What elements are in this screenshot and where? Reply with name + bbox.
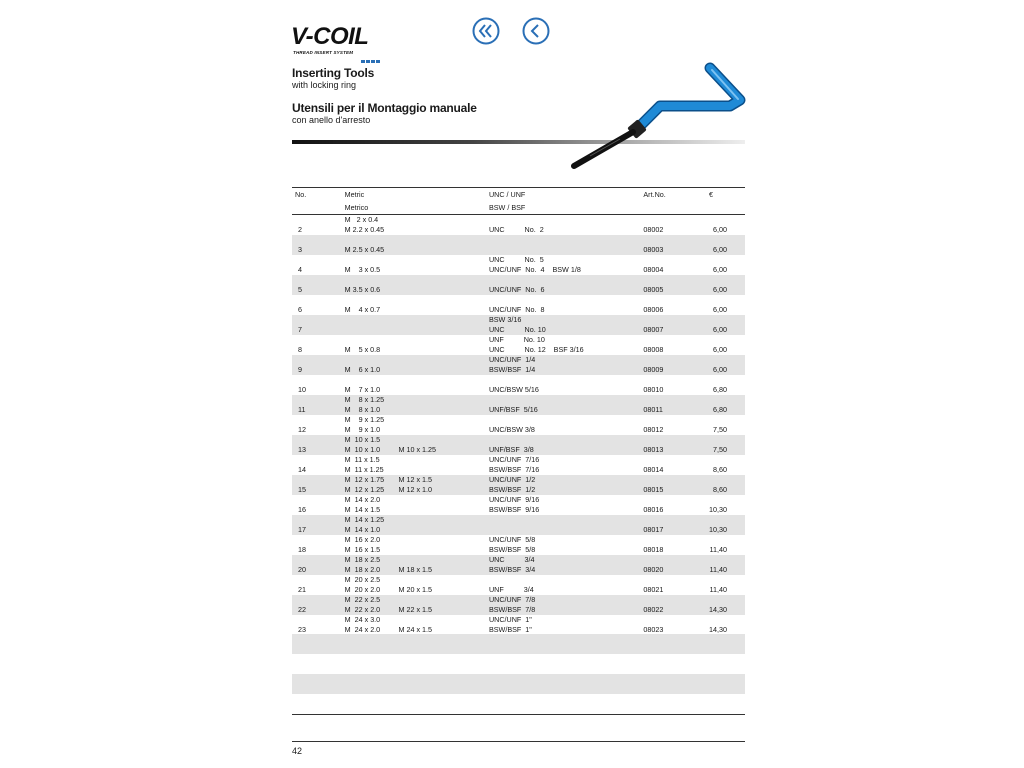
cell-metric: M 12 x 1.75 M 12 x 1.25	[345, 475, 399, 495]
table-row	[292, 495, 745, 515]
inserting-tool-image	[560, 60, 760, 180]
cell-metric: M 3 x 0.5	[344, 265, 381, 274]
cell-metric-fine	[398, 215, 488, 236]
cell-metric-fine	[398, 355, 488, 375]
cell-price: 14,30	[709, 595, 745, 615]
cell-metric-fine	[398, 295, 488, 315]
cell-no: 3	[292, 235, 345, 255]
cell-unc-bsw: UNC No. 5 UNC/UNF No. 4 BSW 1/8	[488, 255, 581, 274]
cell-no: 20	[292, 555, 345, 575]
subtitle-english: with locking ring	[292, 80, 357, 90]
cell-price: 6,00	[713, 305, 727, 314]
cell-price: 6,00	[709, 315, 745, 335]
cell-metric-fine	[398, 335, 488, 355]
cell-no: 22	[292, 595, 345, 615]
cell-no: 6	[298, 305, 302, 314]
cell-metric-fine	[398, 535, 488, 555]
brand-logo	[291, 25, 386, 57]
table-row	[292, 215, 745, 236]
header-bsw-bsf: BSW / BSF	[489, 201, 643, 215]
cell-unc-bsw: UNC/UNF 7/8 BSW/BSF 7/8	[489, 595, 643, 615]
subtitle-italian: con anello d'arresto	[292, 115, 371, 125]
cell-unc-bsw: UNC/UNF 1/4 BSW/BSF 1/4	[489, 355, 643, 375]
cell-no: 2	[298, 225, 302, 234]
cell-metric: M 6 x 1.0	[345, 355, 399, 375]
table-row	[292, 315, 745, 335]
cell-price: 11,40	[709, 585, 727, 594]
cell-price: 10,30	[709, 505, 727, 514]
cell-art-no: 08023	[643, 625, 664, 634]
footer-rule	[292, 741, 745, 742]
cell-no: 12	[298, 425, 306, 434]
product-table-body	[292, 215, 745, 636]
cell-metric: M 24 x 3.0 M 24 x 2.0	[344, 615, 381, 634]
cell-unc-bsw: UNC/UNF 1/2 BSW/BSF 1/2	[489, 475, 643, 495]
cell-metric-fine: M 10 x 1.25	[398, 435, 488, 455]
cell-art-no: 08017	[643, 515, 709, 535]
header-metric: Metric	[345, 188, 399, 202]
table-row	[292, 555, 745, 575]
cell-art-no: 08010	[643, 385, 664, 394]
cell-no: 13	[292, 435, 345, 455]
table-row	[292, 535, 745, 555]
blank-row	[292, 634, 745, 654]
first-page-button[interactable]	[472, 17, 500, 45]
table-row	[292, 375, 745, 395]
header-no: No.	[292, 188, 345, 202]
cell-no: 23	[298, 625, 306, 634]
cell-metric-fine	[398, 515, 488, 535]
table-row	[292, 595, 745, 615]
cell-no: 15	[292, 475, 345, 495]
cell-price: 7,50	[709, 435, 745, 455]
cell-metric-fine	[398, 275, 488, 295]
cell-metric: M 14 x 2.0 M 14 x 1.5	[344, 495, 381, 514]
cell-no: 11	[292, 395, 345, 415]
table-row	[292, 615, 745, 635]
cell-metric: M 16 x 2.0 M 16 x 1.5	[344, 535, 381, 554]
table-row	[292, 435, 745, 455]
cell-unc-bsw: UNC/UNF 5/8 BSW/BSF 5/8	[488, 535, 536, 554]
cell-metric: M 7 x 1.0	[344, 385, 381, 394]
cell-metric: M 8 x 1.25 M 8 x 1.0	[345, 395, 399, 415]
cell-art-no: 08008	[643, 345, 664, 354]
cell-metric	[345, 315, 399, 335]
cell-art-no: 08016	[643, 505, 664, 514]
blank-row	[292, 674, 745, 694]
cell-metric: M 22 x 2.5 M 22 x 2.0	[345, 595, 399, 615]
cell-price: 11,40	[709, 545, 727, 554]
cell-metric: M 4 x 0.7	[344, 305, 381, 314]
table-row	[292, 355, 745, 375]
cell-metric-fine	[398, 415, 488, 435]
cell-metric-fine	[398, 315, 488, 335]
chevron-left-icon	[522, 17, 550, 45]
cell-no: 9	[292, 355, 345, 375]
cell-art-no: 08015	[643, 475, 709, 495]
brand-logo-wordmark: V-COIL	[291, 23, 369, 50]
cell-no: 7	[292, 315, 345, 335]
cell-unc-bsw: UNC/BSW 3/8	[488, 425, 535, 434]
cell-metric-fine	[398, 235, 488, 255]
cell-no: 8	[298, 345, 302, 354]
table-row	[292, 475, 745, 495]
cell-metric: M 18 x 2.5 M 18 x 2.0	[345, 555, 399, 575]
cell-price: 8,60	[713, 465, 727, 474]
cell-unc-bsw: UNF 3/4	[488, 585, 534, 594]
cell-art-no: 08007	[643, 315, 709, 335]
cell-art-no: 08022	[643, 595, 709, 615]
cell-price: 8,60	[709, 475, 745, 495]
table-row	[292, 295, 745, 315]
cell-metric-fine: M 12 x 1.5 M 12 x 1.0	[398, 475, 488, 495]
cell-metric: M 10 x 1.5 M 10 x 1.0	[345, 435, 399, 455]
blank-row	[292, 654, 745, 674]
cell-no: 17	[292, 515, 345, 535]
cell-no: 14	[298, 465, 306, 474]
cell-unc-bsw	[489, 235, 643, 255]
cell-price: 6,00	[709, 235, 745, 255]
cell-metric-fine	[398, 375, 488, 395]
cell-metric-fine	[398, 395, 488, 415]
header-art-no: Art.No.	[643, 188, 709, 202]
cell-price: 11,40	[709, 555, 745, 575]
table-row	[292, 455, 745, 475]
cell-price: 6,00	[713, 265, 727, 274]
cell-no: 5	[292, 275, 345, 295]
cell-unc-bsw: UNC 3/4 BSW/BSF 3/4	[489, 555, 643, 575]
cell-unc-bsw: UNF/BSF 5/16	[489, 395, 643, 415]
cell-art-no: 08005	[643, 275, 709, 295]
cell-metric-fine	[398, 255, 488, 275]
header-unc-unf: UNC / UNF	[489, 188, 643, 202]
cell-price: 10,30	[709, 515, 745, 535]
cell-metric-fine: M 20 x 1.5	[398, 585, 433, 594]
product-table	[292, 187, 745, 635]
cell-metric: M 2.5 x 0.45	[345, 235, 399, 255]
brand-logo-tagline: THREAD INSERT SYSTEM	[293, 50, 354, 55]
cell-price: 7,50	[713, 425, 727, 434]
table-row	[292, 255, 745, 275]
title-english: Inserting Tools	[292, 66, 375, 80]
cell-metric-fine: M 18 x 1.5	[398, 555, 488, 575]
cell-no: 4	[298, 265, 302, 274]
table-row	[292, 415, 745, 435]
cell-unc-bsw: UNC/UNF 9/16 BSW/BSF 9/16	[488, 495, 540, 514]
cell-unc-bsw: UNC/UNF 1" BSW/BSF 1"	[488, 615, 532, 634]
cell-metric-fine: M 22 x 1.5	[398, 595, 488, 615]
cell-art-no: 08002	[643, 225, 664, 234]
table-row	[292, 575, 745, 595]
cell-no: 18	[298, 545, 306, 554]
double-chevron-left-icon	[472, 17, 500, 45]
table-bottom-rule	[292, 714, 745, 715]
cell-metric: M 2 x 0.4 M 2.2 x 0.45	[344, 215, 385, 234]
cell-unc-bsw: UNC/UNF No. 8	[488, 305, 545, 314]
cell-price: 6,00	[709, 355, 745, 375]
header-price: €	[709, 188, 745, 202]
cell-unc-bsw	[489, 515, 643, 535]
cell-metric: M 11 x 1.5 M 11 x 1.25	[344, 455, 384, 474]
cell-metric: M 9 x 1.25 M 9 x 1.0	[344, 415, 385, 434]
cell-metric: M 20 x 2.5 M 20 x 2.0	[344, 575, 381, 594]
cell-art-no: 08020	[643, 555, 709, 575]
cell-price: 6,00	[713, 345, 727, 354]
cell-art-no: 08004	[643, 265, 664, 274]
cell-art-no: 08009	[643, 355, 709, 375]
cell-metric-fine: M 24 x 1.5	[398, 625, 433, 634]
cell-unc-bsw: UNC/BSW 5/16	[488, 385, 539, 394]
cell-unc-bsw: UNC No. 2	[488, 225, 544, 234]
page-number: 42	[292, 746, 303, 756]
cell-art-no: 08003	[643, 235, 709, 255]
cell-art-no: 08006	[643, 305, 664, 314]
table-row	[292, 335, 745, 355]
header-metrico: Metrico	[345, 201, 399, 215]
cell-unc-bsw: UNF/BSF 3/8	[489, 435, 643, 455]
cell-unc-bsw: UNC/UNF No. 6	[489, 275, 643, 295]
table-row	[292, 515, 745, 535]
cell-art-no: 08021	[643, 585, 664, 594]
cell-art-no: 08011	[643, 395, 709, 415]
cell-art-no: 08014	[643, 465, 664, 474]
cell-metric: M 5 x 0.8	[344, 345, 381, 354]
previous-page-button[interactable]	[522, 17, 550, 45]
cell-price: 6,80	[709, 395, 745, 415]
table-row	[292, 395, 745, 415]
cell-art-no: 08012	[643, 425, 664, 434]
title-italian: Utensili per il Montaggio manuale	[292, 101, 477, 115]
table-row	[292, 235, 745, 255]
cell-price: 6,00	[713, 225, 727, 234]
cell-no: 21	[298, 585, 306, 594]
cell-unc-bsw: BSW 3/16 UNC No. 10	[489, 315, 643, 335]
cell-price: 6,00	[709, 275, 745, 295]
cell-price: 14,30	[709, 625, 727, 634]
table-row	[292, 275, 745, 295]
cell-unc-bsw: UNF No. 10 UNC No. 12 BSF 3/16	[488, 335, 584, 354]
cell-metric-fine	[398, 455, 488, 475]
cell-art-no: 08013	[643, 435, 709, 455]
cell-no: 10	[298, 385, 306, 394]
cell-metric: M 14 x 1.25 M 14 x 1.0	[345, 515, 399, 535]
cell-art-no: 08018	[643, 545, 664, 554]
cell-metric: M 3.5 x 0.6	[345, 275, 399, 295]
cell-unc-bsw: UNC/UNF 7/16 BSW/BSF 7/16	[488, 455, 540, 474]
cell-price: 6,80	[713, 385, 727, 394]
cell-metric-fine	[398, 495, 488, 515]
cell-no: 16	[298, 505, 306, 514]
